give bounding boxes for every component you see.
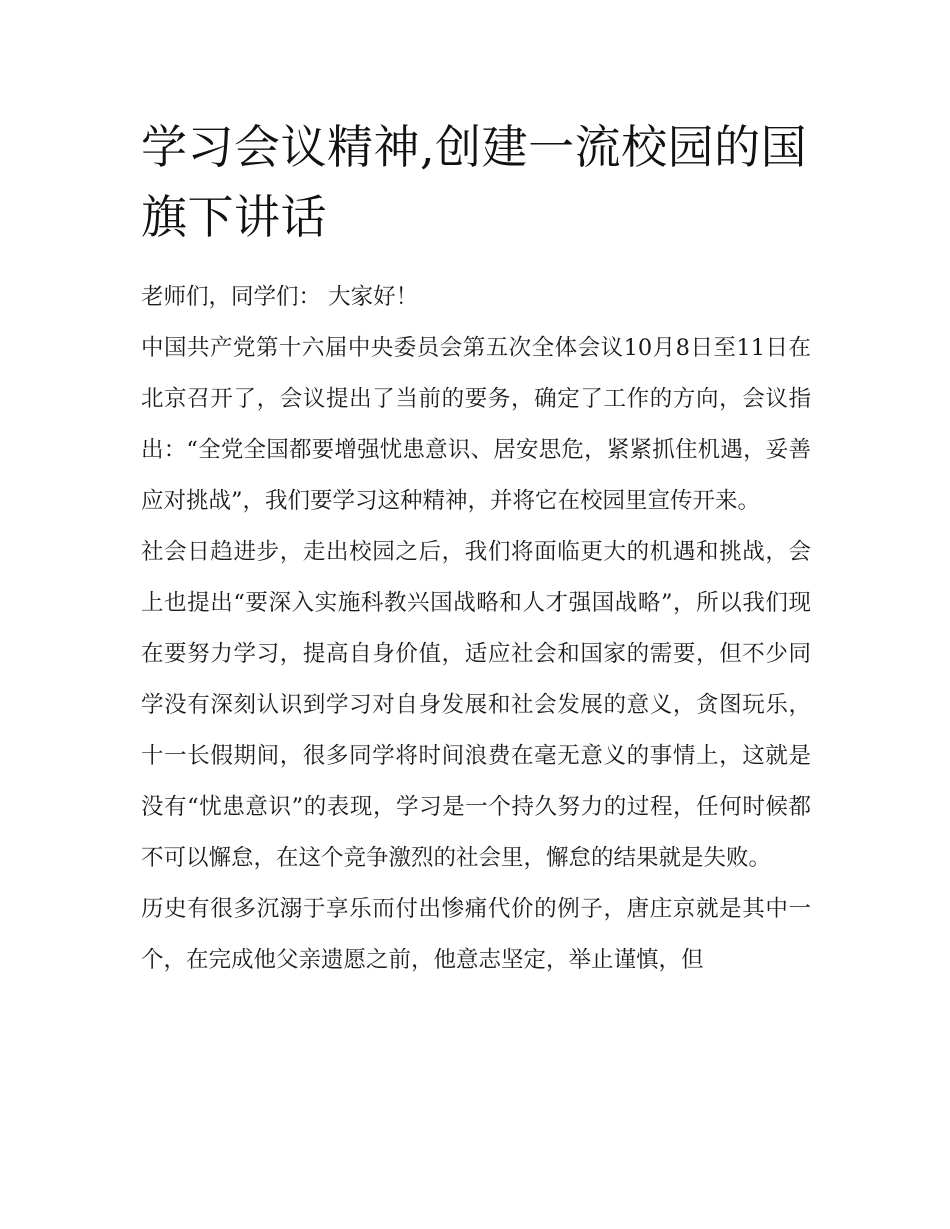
paragraph-meeting: 中国共产党第十六届中央委员会第五次全体会议10月8日至11日在北京召开了，会议提出了当前的要务，确定了工作的方向，会议指出：“全党全国都要增强忧患意识、居安思危，紧紧抓住机遇，妥善应对挑战”，我们要学习这种精神，并将它在校园里宣传开来。 xyxy=(141,335,811,514)
paragraph-greeting: 老师们，同学们： 大家好！ xyxy=(141,284,419,310)
document-title: 学习会议精神,创建一流校园的国旗下讲话 xyxy=(141,120,808,244)
document-body xyxy=(141,272,811,986)
paragraph-history: 历史有很多沉溺于享乐而付出惨痛代价的例子，唐庄京就是其中一个，在完成他父亲遗愿之前，他意志坚定，举止谨慎，但 xyxy=(141,896,811,973)
document-content xyxy=(141,112,811,986)
paragraph-society: 社会日趋进步，走出校园之后，我们将面临更大的机遇和挑战，会上也提出“要深入实施科教兴国战略和人才强国战略”，所以我们现在要努力学习，提高自身价值，适应社会和国家的需要，但不少同学没有深刻认识到学习对自身发展和社会发展的意义，贪图玩乐，十一长假期间，很多同学将时间浪费在毫无意义的事情上，这就是没有“忧患意识”的表现，学习是一个持久努力的过程，任何时候都不可以懈怠，在这个竞争激烈的社会里，懈怠的结果就是失败。 xyxy=(141,539,811,871)
